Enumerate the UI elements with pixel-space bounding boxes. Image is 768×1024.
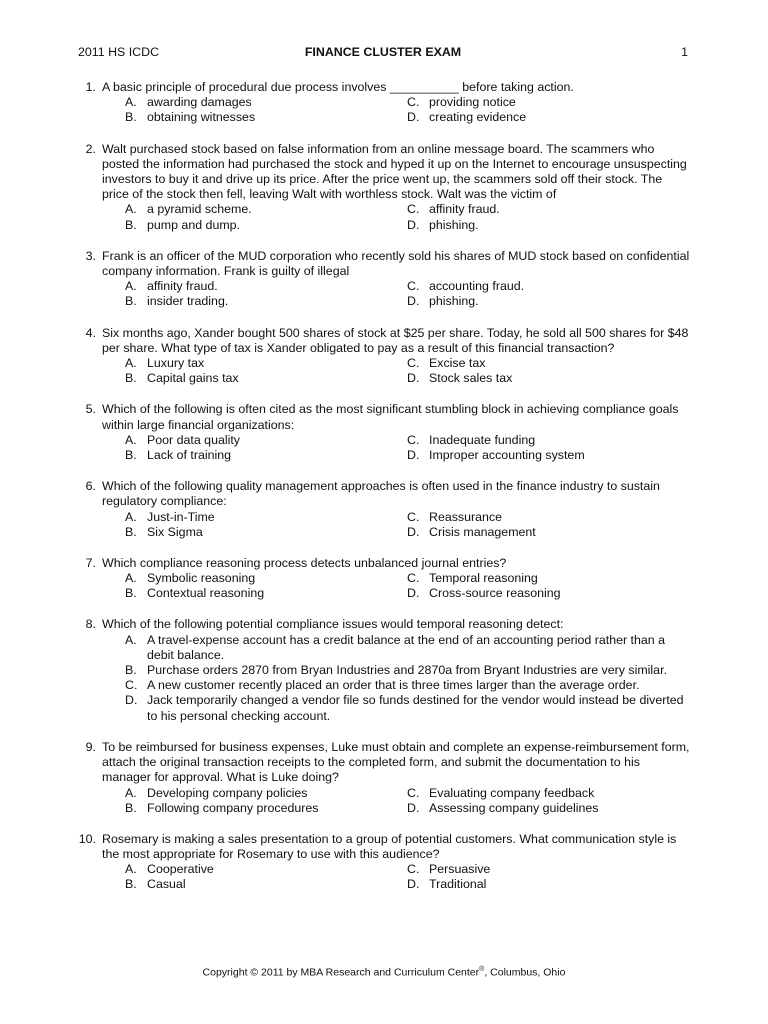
question-7 — [70, 556, 690, 602]
question-number: 9. — [85, 739, 96, 754]
question-stem: Which compliance reasoning process detects unbalanced journal entries? — [102, 555, 507, 570]
answer-option-b: B. Lack of training — [125, 447, 232, 462]
registered-mark: ® — [479, 966, 485, 973]
question-number: 2. — [85, 141, 96, 156]
answer-option-d: D. Crisis management — [407, 524, 536, 539]
question-3 — [70, 249, 690, 310]
answer-option-a: A. affinity fraud. — [125, 279, 218, 294]
answer-option-d: D. Improper accounting system — [407, 447, 585, 462]
question-stem: Six months ago, Xander bought 500 shares of stock at $25 per share. Today, he sold all 500 shares for $48 per share. What type of tax is Xander obligated to pay as a result of this financial transaction? — [102, 325, 689, 355]
answer-option-b: B. obtaining witnesses — [125, 110, 256, 125]
answer-option-a: A. Poor data quality — [125, 432, 240, 447]
answer-option-d: D. Jack temporarily changed a vendor file so funds destined for the vendor would instead be diverted to his personal checking account. — [125, 693, 684, 723]
answer-option-c: C. Persuasive — [407, 862, 491, 877]
answer-option-c: C. affinity fraud. — [407, 202, 500, 217]
answer-option-d: D. Stock sales tax — [407, 371, 513, 386]
page-title: FINANCE CLUSTER EXAM — [304, 45, 462, 59]
answer-option-b: B. Casual — [125, 877, 186, 892]
answer-option-c: C. accounting fraud. — [407, 279, 525, 294]
question-9 — [70, 740, 690, 816]
answer-option-a: A. awarding damages — [125, 95, 252, 110]
question-4 — [70, 326, 690, 387]
answer-option-d: D. Cross-source reasoning — [407, 586, 561, 601]
question-stem: Which of the following quality management approaches is often used in the finance industry to sustain regulatory compliance: — [102, 479, 660, 509]
page-header — [78, 45, 688, 61]
answer-options — [125, 433, 690, 463]
answer-option-a: A. a pyramid scheme. — [125, 202, 252, 217]
answer-option-b: B. Following company procedures — [125, 800, 319, 815]
answer-option-a: A. Luxury tax — [125, 355, 205, 370]
answer-options — [125, 279, 690, 309]
answer-options — [125, 510, 690, 540]
question-stem: Which of the following potential compliance issues would temporal reasoning detect: — [102, 617, 564, 632]
answer-option-c: C. Evaluating company feedback — [407, 785, 595, 800]
question-stem: A basic principle of procedural due process involves __________ before taking action. — [102, 80, 574, 94]
answer-options — [125, 571, 690, 601]
answer-option-a: A. A travel-expense account has a credit balance at the end of an accounting period rather than a debit balance. — [125, 632, 665, 662]
question-8 — [70, 617, 690, 723]
copyright-footer: Copyright © 2011 by MBA Research and Curriculum Center®, Columbus, Ohio — [202, 966, 566, 979]
page-number: 1 — [681, 45, 688, 59]
question-stem: Rosemary is making a sales presentation to a group of potential customers. What communication style is the most appropriate for Rosemary to use with this audience? — [102, 831, 677, 862]
question-10 — [70, 832, 690, 893]
question-stem: To be reimbursed for business expenses, Luke must obtain and complete an expense-reimbursement form, attach the original transaction receipts to the completed form, and submit the documentation to his manager for approval. What is Luke doing? — [102, 739, 690, 785]
answer-option-c: C. providing notice — [407, 95, 516, 110]
answer-options — [125, 786, 690, 816]
answer-option-b: B. insider trading. — [125, 294, 229, 309]
answer-options — [125, 862, 690, 892]
answer-option-c: C. Reassurance — [407, 509, 503, 524]
answer-option-a: A. Just-in-Time — [125, 509, 215, 524]
question-number: 8. — [85, 617, 96, 632]
answer-option-c: C. A new customer recently placed an order that is three times larger than the average order. — [125, 678, 640, 693]
answer-option-b: B. Capital gains tax — [125, 371, 239, 386]
answer-option-d: D. phishing. — [407, 294, 479, 309]
answer-option-a: A. Symbolic reasoning — [125, 571, 256, 586]
answer-option-b: B. Six Sigma — [125, 524, 203, 539]
question-number: 4. — [85, 325, 96, 340]
answer-option-d: D. Assessing company guidelines — [407, 800, 599, 815]
question-number: 5. — [85, 402, 96, 417]
question-stem: Walt purchased stock based on false information from an online message board. The scammers who posted the information had purchased the stock and hyped it up on the Internet to encourage unsuspecting investors to buy it and drive up its price. After the price went up, the scammers sold off their stock. The price of the stock then fell, leaving Walt with worthless stock. Walt was the victim of — [102, 141, 687, 202]
question-2 — [70, 142, 690, 233]
question-number: 1. — [85, 80, 96, 94]
question-stem: Frank is an officer of the MUD corporation who recently sold his shares of MUD stock based on confidential company information. Frank is guilty of illegal — [102, 248, 690, 278]
question-number: 10. — [78, 831, 96, 846]
answer-option-b: B. Purchase orders 2870 from Bryan Industries and 2870a from Bryant Industries are very similar. — [125, 663, 667, 678]
answer-option-a: A. Cooperative — [125, 862, 214, 877]
answer-option-b: B. Contextual reasoning — [125, 586, 265, 601]
question-5 — [70, 402, 690, 463]
answer-option-a: A. Developing company policies — [125, 785, 308, 800]
answer-options — [125, 633, 690, 724]
question-number: 3. — [85, 248, 96, 263]
question-number: 6. — [85, 479, 96, 494]
answer-options — [125, 95, 690, 125]
answer-option-c: C. Inadequate funding — [407, 432, 536, 447]
answer-option-d: D. Traditional — [407, 877, 487, 892]
question-number: 7. — [85, 555, 96, 570]
answer-options — [125, 202, 690, 232]
answer-option-c: C. Temporal reasoning — [407, 571, 538, 586]
answer-options — [125, 356, 690, 386]
answer-option-b: B. pump and dump. — [125, 217, 240, 232]
answer-option-c: C. Excise tax — [407, 355, 486, 370]
question-stem: Which of the following is often cited as the most significant stumbling block in achieving compliance goals within large financial organizations: — [102, 402, 679, 432]
answer-option-d: D. phishing. — [407, 217, 479, 232]
answer-option-d: D. creating evidence — [407, 110, 527, 125]
question-1 — [70, 80, 690, 126]
exam-event-label: 2011 HS ICDC — [78, 45, 160, 59]
question-6 — [70, 479, 690, 540]
question-list — [70, 80, 690, 909]
